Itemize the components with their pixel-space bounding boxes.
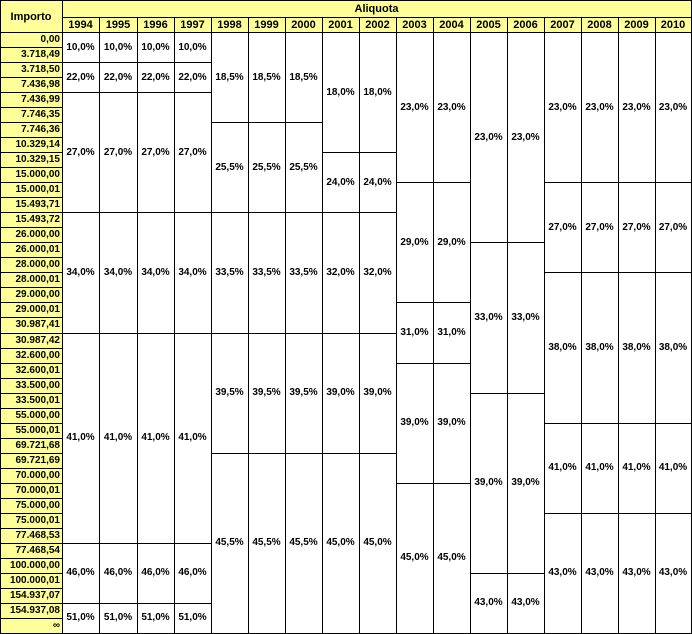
- grid-line: [0, 32, 692, 33]
- grid-line: [655, 423, 692, 424]
- importo-cell: 7.436,99: [0, 92, 62, 107]
- rate-cell-2002: 32,0%: [359, 212, 396, 332]
- grid-line: [174, 333, 212, 334]
- rate-cell-2001: 18,0%: [322, 32, 359, 152]
- grid-line: [0, 378, 63, 379]
- grid-line: [0, 197, 63, 198]
- grid-line: [248, 17, 249, 634]
- grid-line: [62, 333, 100, 334]
- year-header-2005: 2005: [470, 17, 507, 32]
- rate-cell-1995: 51,0%: [99, 603, 137, 633]
- rate-cell-1996: 41,0%: [137, 333, 174, 543]
- grid-line: [544, 423, 582, 424]
- rate-cell-2003: 31,0%: [396, 302, 433, 362]
- rate-cell-1998: 39,5%: [211, 333, 248, 453]
- grid-line: [322, 212, 360, 213]
- rate-cell-2009: 27,0%: [618, 182, 655, 272]
- grid-line: [0, 573, 63, 574]
- year-header-2007: 2007: [544, 17, 581, 32]
- grid-line: [0, 498, 63, 499]
- grid-line: [62, 543, 100, 544]
- grid-line: [0, 393, 63, 394]
- year-header-1999: 1999: [248, 17, 285, 32]
- grid-line: [99, 92, 138, 93]
- grid-line: [618, 17, 619, 634]
- grid-line: [581, 272, 619, 273]
- rate-cell-2000: 45,5%: [285, 453, 322, 633]
- year-header-2002: 2002: [359, 17, 396, 32]
- year-header-1998: 1998: [211, 17, 248, 32]
- grid-line: [99, 543, 138, 544]
- grid-line: [0, 423, 63, 424]
- grid-line: [581, 513, 619, 514]
- aliquota-header: Aliquota: [62, 1, 691, 17]
- grid-line: [544, 513, 582, 514]
- grid-line: [0, 77, 63, 78]
- rate-cell-2007: 41,0%: [544, 423, 581, 513]
- importo-cell: 28.000,00: [0, 257, 62, 272]
- rate-cell-1998: 33,5%: [211, 212, 248, 332]
- importo-cell: 100.000,00: [0, 558, 62, 573]
- grid-line: [62, 17, 691, 18]
- year-header-1994: 1994: [62, 17, 99, 32]
- rate-cell-1995: 41,0%: [99, 333, 137, 543]
- importo-cell: 154.937,08: [0, 603, 62, 618]
- importo-cell: 70.000,01: [0, 483, 62, 498]
- grid-line: [470, 242, 508, 243]
- grid-line: [618, 423, 656, 424]
- rate-cell-2006: 23,0%: [507, 32, 544, 242]
- grid-line: [322, 152, 360, 153]
- grid-line: [359, 17, 360, 634]
- rate-cell-2006: 33,0%: [507, 242, 544, 392]
- grid-line: [322, 453, 360, 454]
- importo-cell: 29.000,01: [0, 302, 62, 317]
- rate-cell-1994: 41,0%: [62, 333, 99, 543]
- grid-line: [507, 17, 508, 634]
- year-header-2000: 2000: [285, 17, 322, 32]
- year-header-1997: 1997: [174, 17, 211, 32]
- rate-cell-2008: 38,0%: [581, 272, 618, 422]
- grid-line: [174, 543, 212, 544]
- grid-line: [581, 182, 619, 183]
- grid-line: [0, 122, 63, 123]
- grid-line: [62, 212, 100, 213]
- rate-cell-2004: 29,0%: [433, 182, 470, 302]
- grid-line: [359, 212, 397, 213]
- grid-line: [0, 287, 63, 288]
- importo-cell: 69.721,69: [0, 453, 62, 468]
- rate-cell-1996: 46,0%: [137, 543, 174, 603]
- grid-line: [137, 603, 175, 604]
- rate-cell-2006: 43,0%: [507, 573, 544, 633]
- grid-line: [99, 62, 138, 63]
- rate-cell-2001: 24,0%: [322, 152, 359, 212]
- rate-cell-2010: 23,0%: [655, 32, 691, 182]
- importo-cell: 33.500,00: [0, 378, 62, 393]
- rate-cell-1997: 41,0%: [174, 333, 211, 543]
- rate-cell-2003: 29,0%: [396, 182, 433, 302]
- importo-cell: 75.000,01: [0, 513, 62, 528]
- importo-cell: 7.746,35: [0, 107, 62, 122]
- rate-cell-2002: 24,0%: [359, 152, 396, 212]
- grid-line: [248, 212, 286, 213]
- grid-line: [285, 17, 286, 634]
- grid-line: [211, 212, 249, 213]
- importo-header: Importo: [0, 1, 62, 32]
- rate-cell-1998: 25,5%: [211, 122, 248, 212]
- grid-line: [0, 62, 63, 63]
- importo-cell: 15.000,00: [0, 167, 62, 182]
- grid-line: [581, 17, 582, 634]
- grid-line: [137, 333, 175, 334]
- importo-cell: 26.000,01: [0, 242, 62, 257]
- grid-line: [0, 408, 63, 409]
- grid-line: [544, 272, 582, 273]
- rate-cell-2002: 18,0%: [359, 32, 396, 152]
- grid-line: [0, 438, 63, 439]
- grid-line: [433, 483, 471, 484]
- rate-cell-1999: 45,5%: [248, 453, 285, 633]
- grid-line: [174, 62, 212, 63]
- grid-line: [99, 333, 138, 334]
- importo-cell: 32.600,01: [0, 363, 62, 378]
- grid-line: [137, 17, 138, 634]
- grid-line: [99, 212, 138, 213]
- importo-cell: 28.000,01: [0, 272, 62, 287]
- grid-line: [322, 333, 360, 334]
- grid-line: [544, 17, 545, 634]
- importo-cell: 3.718,49: [0, 47, 62, 62]
- year-header-2010: 2010: [655, 17, 691, 32]
- grid-line: [507, 242, 545, 243]
- rate-cell-2007: 38,0%: [544, 272, 581, 422]
- rate-cell-2001: 39,0%: [322, 333, 359, 453]
- grid-line: [0, 528, 63, 529]
- rate-cell-2007: 27,0%: [544, 182, 581, 272]
- rate-cell-2005: 33,0%: [470, 242, 507, 392]
- grid-line: [285, 212, 323, 213]
- grid-line: [0, 468, 63, 469]
- rate-cell-2008: 23,0%: [581, 32, 618, 182]
- grid-line: [359, 333, 397, 334]
- grid-line: [248, 453, 286, 454]
- grid-line: [62, 92, 100, 93]
- grid-line: [0, 558, 63, 559]
- grid-line: [0, 453, 63, 454]
- rate-cell-2001: 45,0%: [322, 453, 359, 633]
- grid-line: [0, 182, 63, 183]
- grid-line: [0, 242, 63, 243]
- grid-line: [248, 333, 286, 334]
- rate-cell-2009: 38,0%: [618, 272, 655, 422]
- rate-cell-1996: 34,0%: [137, 212, 174, 332]
- grid-line: [285, 122, 323, 123]
- importo-cell: 7.436,98: [0, 77, 62, 92]
- importo-cell: 32.600,00: [0, 348, 62, 363]
- rate-cell-1997: 10,0%: [174, 32, 211, 62]
- grid-line: [285, 333, 323, 334]
- rate-cell-1995: 27,0%: [99, 92, 137, 212]
- rate-cell-2008: 27,0%: [581, 182, 618, 272]
- rate-cell-2004: 23,0%: [433, 32, 470, 182]
- rate-cell-2003: 23,0%: [396, 32, 433, 182]
- importo-cell: 55.000,00: [0, 408, 62, 423]
- grid-line: [211, 17, 212, 634]
- rate-cell-2005: 39,0%: [470, 393, 507, 573]
- importo-cell: 77.468,54: [0, 543, 62, 558]
- grid-line: [0, 0, 692, 1]
- rate-cell-2002: 39,0%: [359, 333, 396, 453]
- grid-line: [99, 17, 100, 634]
- rate-cell-2004: 31,0%: [433, 302, 470, 362]
- grid-line: [507, 573, 545, 574]
- rate-cell-1999: 25,5%: [248, 122, 285, 212]
- rate-cell-1999: 39,5%: [248, 333, 285, 453]
- rate-cell-1997: 22,0%: [174, 62, 211, 92]
- importo-cell: 15.493,71: [0, 197, 62, 212]
- grid-line: [0, 137, 63, 138]
- rate-cell-2004: 39,0%: [433, 363, 470, 483]
- grid-line: [137, 212, 175, 213]
- rate-cell-2005: 43,0%: [470, 573, 507, 633]
- grid-line: [211, 122, 249, 123]
- grid-line: [0, 317, 63, 318]
- rate-cell-1994: 22,0%: [62, 62, 99, 92]
- grid-line: [0, 603, 63, 604]
- rate-cell-2010: 43,0%: [655, 513, 691, 633]
- grid-line: [211, 453, 249, 454]
- importo-cell: 30.987,42: [0, 333, 62, 348]
- grid-line: [396, 182, 434, 183]
- grid-line: [174, 92, 212, 93]
- grid-line: [0, 588, 63, 589]
- rate-cell-1998: 45,5%: [211, 453, 248, 633]
- importo-cell: 15.493,72: [0, 212, 62, 227]
- grid-line: [359, 152, 397, 153]
- importo-cell: 33.500,01: [0, 393, 62, 408]
- year-header-1995: 1995: [99, 17, 137, 32]
- rate-cell-1994: 51,0%: [62, 603, 99, 633]
- rate-cell-1996: 51,0%: [137, 603, 174, 633]
- grid-line: [0, 618, 63, 619]
- rate-cell-2010: 27,0%: [655, 182, 691, 272]
- grid-line: [0, 212, 63, 213]
- rate-cell-1995: 34,0%: [99, 212, 137, 332]
- rate-cell-1995: 10,0%: [99, 32, 137, 62]
- rate-cell-1994: 10,0%: [62, 32, 99, 62]
- grid-line: [174, 603, 212, 604]
- year-header-2008: 2008: [581, 17, 618, 32]
- importo-cell: 29.000,00: [0, 287, 62, 302]
- rate-cell-2010: 38,0%: [655, 272, 691, 422]
- rate-cell-1998: 18,5%: [211, 32, 248, 122]
- grid-line: [618, 182, 656, 183]
- grid-line: [0, 483, 63, 484]
- grid-line: [0, 167, 63, 168]
- rate-cell-1997: 34,0%: [174, 212, 211, 332]
- grid-line: [655, 182, 692, 183]
- rate-cell-2000: 25,5%: [285, 122, 322, 212]
- grid-line: [0, 543, 63, 544]
- grid-line: [0, 363, 63, 364]
- importo-cell: 7.746,36: [0, 122, 62, 137]
- grid-line: [211, 333, 249, 334]
- grid-line: [0, 107, 63, 108]
- rate-cell-1997: 27,0%: [174, 92, 211, 212]
- grid-line: [655, 272, 692, 273]
- importo-cell: 75.000,00: [0, 498, 62, 513]
- importo-cell: ∞: [0, 618, 62, 633]
- importo-cell: 10.329,15: [0, 152, 62, 167]
- grid-line: [0, 333, 63, 334]
- grid-line: [0, 348, 63, 349]
- grid-line: [396, 483, 434, 484]
- rate-cell-2006: 39,0%: [507, 393, 544, 573]
- importo-cell: 154.937,07: [0, 588, 62, 603]
- rate-cell-2003: 45,0%: [396, 483, 433, 633]
- rate-cell-2009: 41,0%: [618, 423, 655, 513]
- rate-cell-2003: 39,0%: [396, 363, 433, 483]
- grid-line: [99, 603, 138, 604]
- grid-line: [0, 302, 63, 303]
- grid-line: [396, 302, 434, 303]
- grid-line: [655, 17, 656, 634]
- grid-line: [285, 453, 323, 454]
- rate-cell-1995: 22,0%: [99, 62, 137, 92]
- rate-cell-2000: 18,5%: [285, 32, 322, 122]
- rate-cell-1994: 46,0%: [62, 543, 99, 603]
- rate-cell-1997: 51,0%: [174, 603, 211, 633]
- grid-line: [0, 47, 63, 48]
- importo-cell: 100.000,01: [0, 573, 62, 588]
- importo-cell: 15.000,01: [0, 182, 62, 197]
- rate-cell-1996: 27,0%: [137, 92, 174, 212]
- importo-cell: 55.000,01: [0, 423, 62, 438]
- grid-line: [0, 272, 63, 273]
- grid-line: [174, 212, 212, 213]
- rate-cell-1995: 46,0%: [99, 543, 137, 603]
- rate-cell-1996: 22,0%: [137, 62, 174, 92]
- grid-line: [248, 122, 286, 123]
- rate-cell-1996: 10,0%: [137, 32, 174, 62]
- grid-line: [0, 227, 63, 228]
- grid-line: [0, 152, 63, 153]
- grid-line: [618, 513, 656, 514]
- importo-cell: 77.468,53: [0, 528, 62, 543]
- grid-line: [62, 603, 100, 604]
- grid-line: [0, 513, 63, 514]
- rate-cell-1997: 46,0%: [174, 543, 211, 603]
- importo-cell: 0,00: [0, 32, 62, 47]
- grid-line: [174, 17, 175, 634]
- rate-cell-2008: 41,0%: [581, 423, 618, 513]
- rate-cell-2001: 32,0%: [322, 212, 359, 332]
- grid-line: [62, 62, 100, 63]
- year-header-2006: 2006: [507, 17, 544, 32]
- grid-line: [0, 92, 63, 93]
- importo-cell: 26.000,00: [0, 227, 62, 242]
- grid-line: [655, 513, 692, 514]
- year-header-2009: 2009: [618, 17, 655, 32]
- grid-line: [359, 453, 397, 454]
- rate-cell-2007: 23,0%: [544, 32, 581, 182]
- rate-cell-1999: 18,5%: [248, 32, 285, 122]
- grid-line: [433, 182, 471, 183]
- year-header-2004: 2004: [433, 17, 470, 32]
- grid-line: [618, 272, 656, 273]
- grid-line: [396, 363, 434, 364]
- grid-line: [544, 182, 582, 183]
- grid-line: [137, 543, 175, 544]
- grid-line: [470, 17, 471, 634]
- grid-line: [581, 423, 619, 424]
- importo-cell: 10.329,14: [0, 137, 62, 152]
- grid-line: [470, 573, 508, 574]
- rate-cell-2010: 41,0%: [655, 423, 691, 513]
- rate-cell-1999: 33,5%: [248, 212, 285, 332]
- rate-cell-2000: 33,5%: [285, 212, 322, 332]
- rate-cell-2009: 23,0%: [618, 32, 655, 182]
- rate-cell-1994: 27,0%: [62, 92, 99, 212]
- importo-cell: 3.718,50: [0, 62, 62, 77]
- rate-cell-2004: 45,0%: [433, 483, 470, 633]
- rate-cell-2002: 45,0%: [359, 453, 396, 633]
- grid-line: [0, 257, 63, 258]
- importo-cell: 70.000,00: [0, 468, 62, 483]
- grid-line: [322, 17, 323, 634]
- rate-cell-2007: 43,0%: [544, 513, 581, 633]
- grid-line: [470, 393, 508, 394]
- year-header-2003: 2003: [396, 17, 433, 32]
- grid-line: [433, 302, 471, 303]
- grid-line: [433, 363, 471, 364]
- importo-cell: 69.721,68: [0, 438, 62, 453]
- grid-line: [137, 92, 175, 93]
- rate-cell-2005: 23,0%: [470, 32, 507, 242]
- importo-cell: 30.987,41: [0, 317, 62, 332]
- grid-line: [433, 17, 434, 634]
- year-header-2001: 2001: [322, 17, 359, 32]
- grid-line: [507, 393, 545, 394]
- rate-cell-1994: 34,0%: [62, 212, 99, 332]
- year-header-1996: 1996: [137, 17, 174, 32]
- rate-cell-2008: 43,0%: [581, 513, 618, 633]
- rate-cell-2009: 43,0%: [618, 513, 655, 633]
- grid-line: [137, 62, 175, 63]
- rate-cell-2000: 39,5%: [285, 333, 322, 453]
- grid-line: [396, 17, 397, 634]
